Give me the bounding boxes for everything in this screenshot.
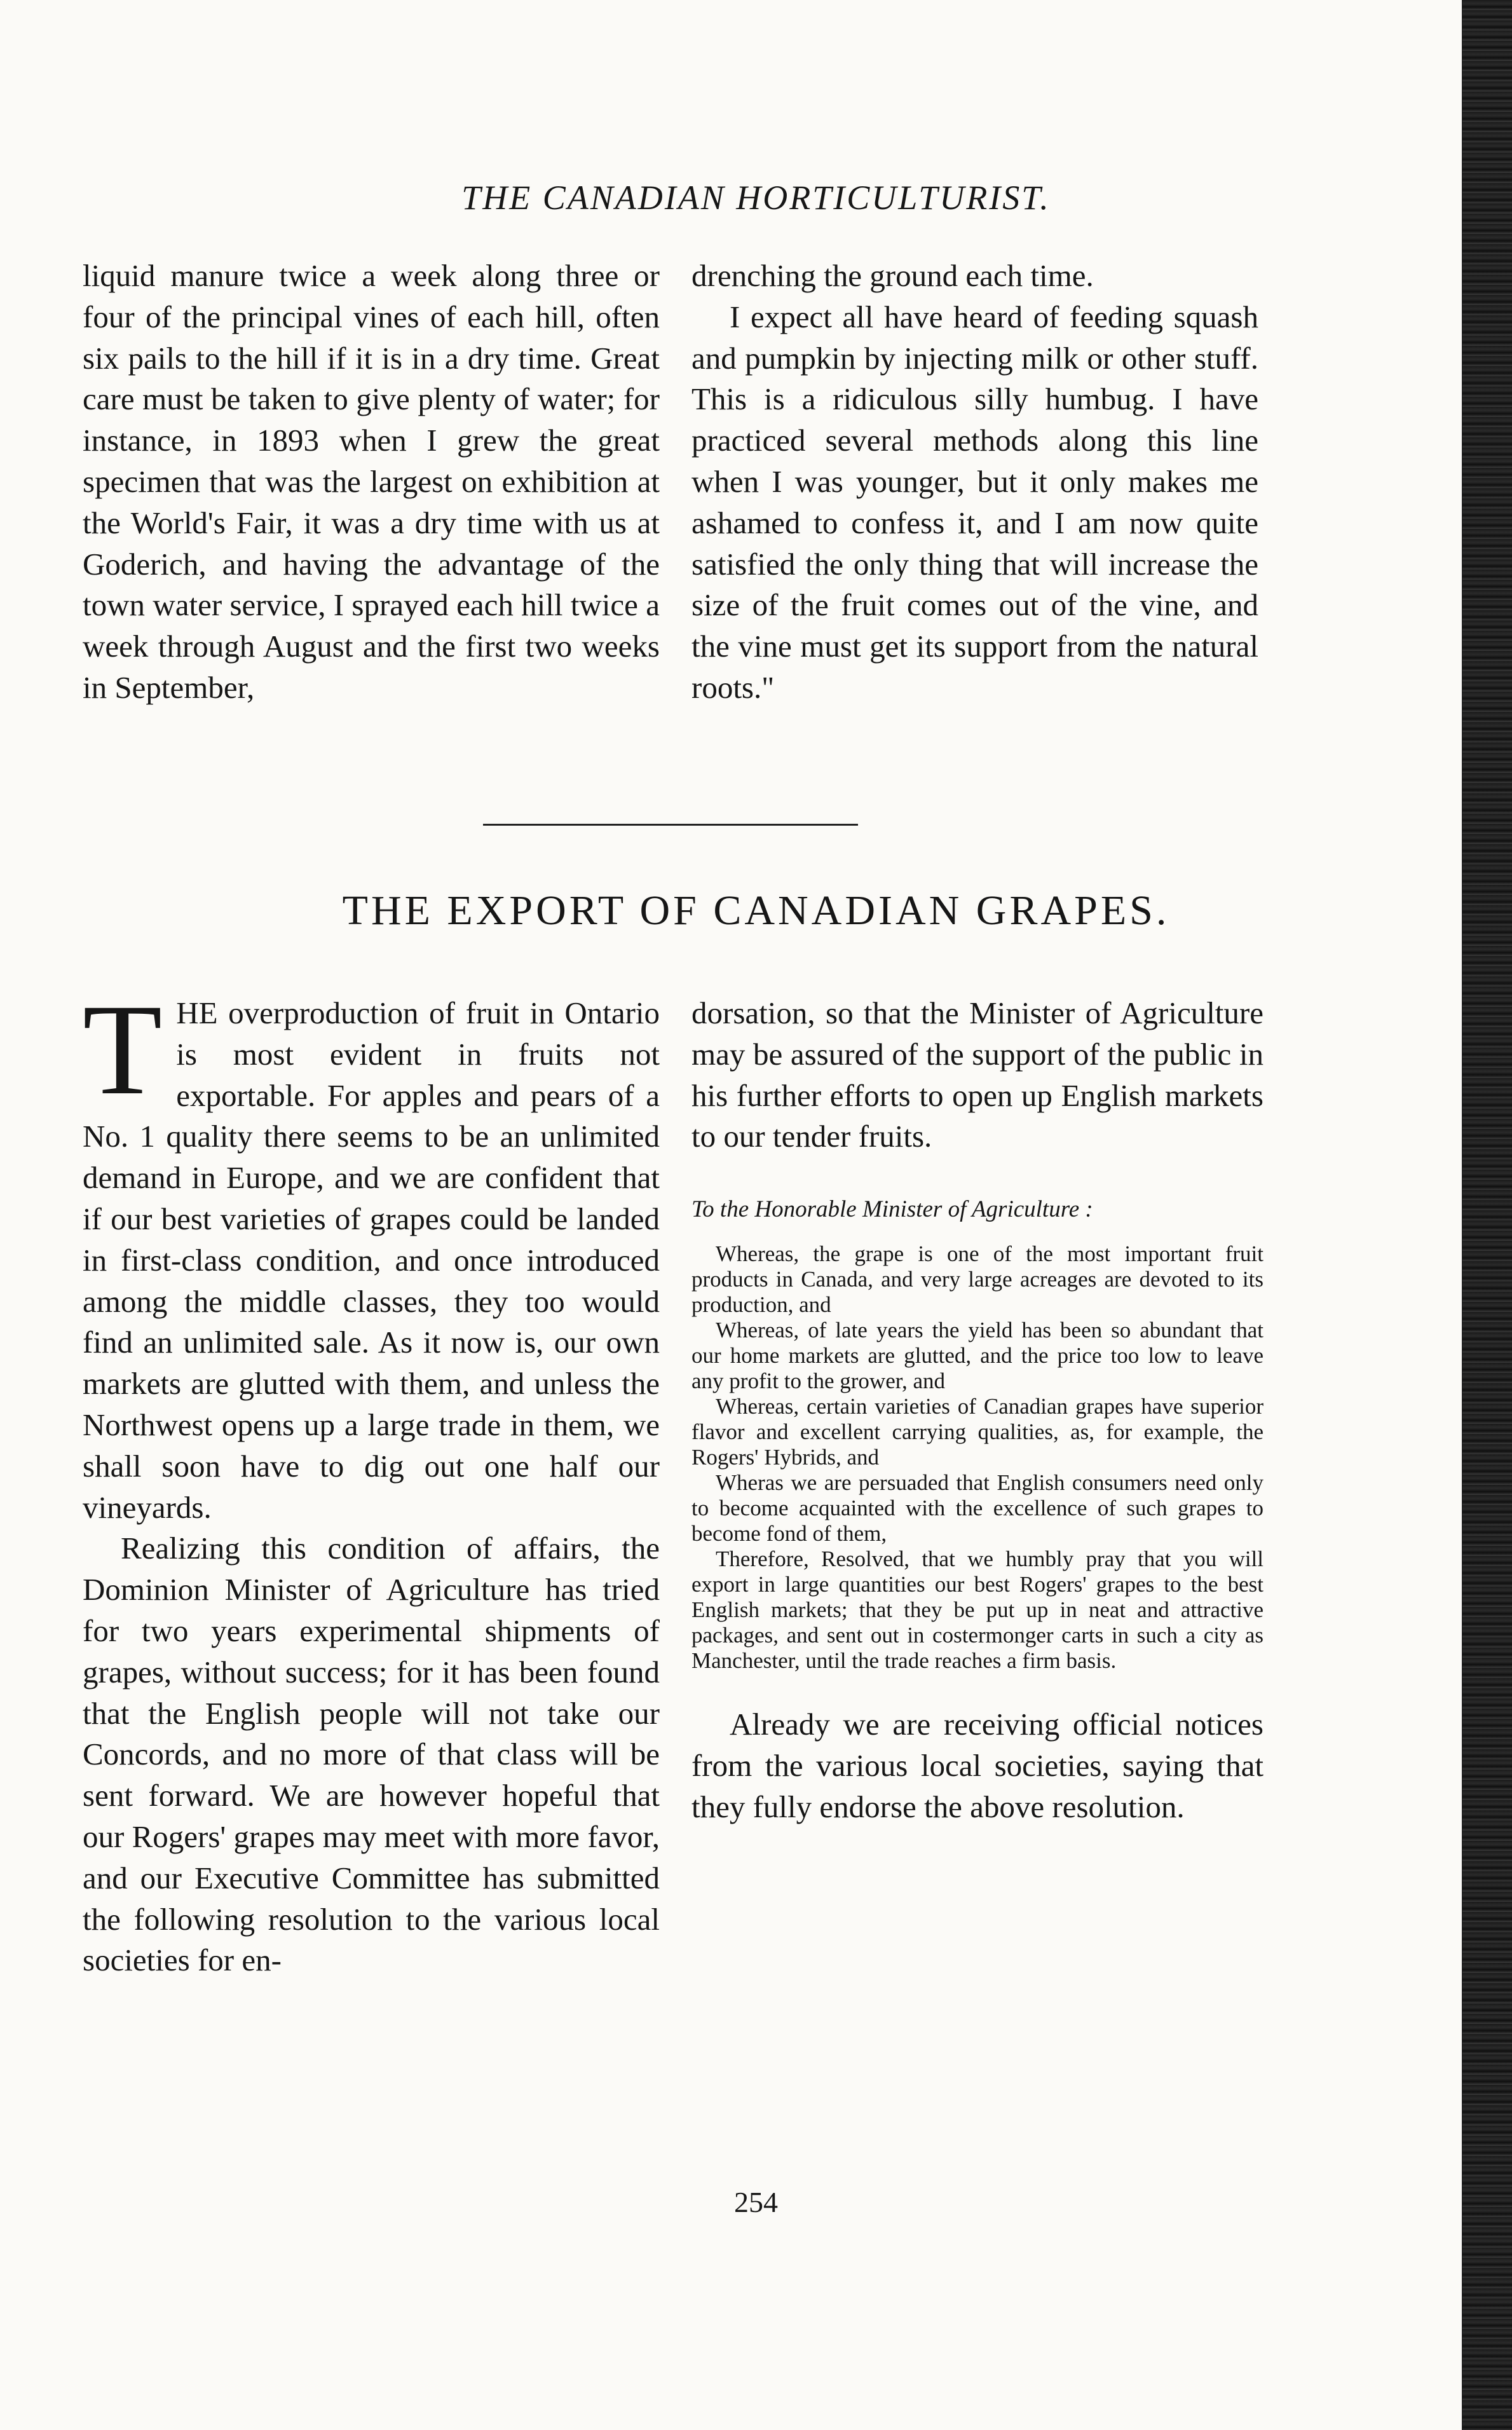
top-left-column <box>83 256 660 709</box>
scanned-page-edge <box>1462 0 1512 2430</box>
top-left-paragraph: liquid manure twice a week along three or four of the principal vines of each hill, often six pails to the hill if it is in a dry time. Great care must be taken to give plenty of water; for instance, in 1893 when I grew the great specimen that was the largest on exhibition at the World's Fair, it was a dry time with us at Goderich, and having the advantage of the town water service, I sprayed each hill twice a week through August and the first two weeks in September, <box>83 258 660 705</box>
resolution-clause: Whereas, of late years the yield has been so abundant that our home markets are glutted, and the price too low to leave any profit to the grower, and <box>691 1318 1263 1394</box>
article-paragraph-1 <box>83 978 660 1528</box>
running-head: THE CANADIAN HORTICULTURIST. <box>461 179 1051 217</box>
resolution-block <box>691 1241 1263 1674</box>
article-paragraph-4: Already we are receiving official notices from the various local societies, saying that they fully endorse the above resolution. <box>691 1707 1263 1824</box>
page-number: 254 <box>734 2186 778 2218</box>
article-paragraph-2: Realizing this condition of affairs, the Dominion Minister of Agriculture has tried for two years experimental shipments of grapes, without success; for it has been found that the English people will not take our Concords, and no more of that class will be sent forward. We are however hopeful that our Rogers' grapes may meet with more favor, and our Executive Committee has submitted the following resolution to the various local societies for en- <box>83 1531 660 1978</box>
article-paragraph-1-text: HE overproduction of fruit in Ontario is most evident in fruits not exportable. For apples and pears of a No. 1 quality there seems to be an unlimited demand in Europe, and we are confident that if our best varieties of grapes could be landed in first-class condition, and once introduced among the middle classes, they too would find an unlimited sale. As it now is, our own markets are glutted with them, and unless the Northwest opens up a large trade in them, we shall soon have to dig out one half our vineyards. <box>83 995 660 1525</box>
article-right-column <box>691 993 1263 1828</box>
article-paragraph-3: dorsation, so that the Minister of Agriculture may be assured of the support of the public in his further efforts to open up English markets to our tender fruits. <box>691 995 1263 1154</box>
resolution-clause: Therefore, Resolved, that we humbly pray that you will export in large quantities our best Rogers' grapes to the best English markets; that they be put up in neat and attractive packages, and sent out in costermonger carts in such a city as Manchester, until the trade reaches a firm basis. <box>691 1546 1263 1674</box>
article-left-column <box>83 978 660 1981</box>
section-divider <box>483 824 858 826</box>
top-right-paragraph-1: drenching the ground each time. <box>691 258 1094 293</box>
article-title: THE EXPORT OF CANADIAN GRAPES. <box>342 887 1170 934</box>
resolution-clause: Wheras we are persuaded that English consumers need only to become acquainted with the excellence of such grapes to become fond of them, <box>691 1470 1263 1546</box>
resolution-clause: Whereas, certain varieties of Canadian grapes have superior flavor and excellent carrying qualities, as, for example, the Rogers' Hybrids, and <box>691 1394 1263 1470</box>
resolution-clause: Whereas, the grape is one of the most important fruit products in Canada, and very large acreages are devoted to its production, and <box>691 1241 1263 1318</box>
resolution-salutation: To the Honorable Minister of Agriculture : <box>691 1196 1093 1223</box>
top-right-column <box>691 256 1258 709</box>
drop-cap: T <box>83 978 163 1122</box>
top-right-paragraph-2: I expect all have heard of feeding squash and pumpkin by injecting milk or other stuff. This is a ridiculous silly humbug. I have practiced several methods along this line when I was younger, but it only makes me ashamed to confess it, and I am now quite satisfied the only thing that will increase the size of the fruit comes out of the vine, and the vine must get its support from the natural roots." <box>691 299 1258 705</box>
